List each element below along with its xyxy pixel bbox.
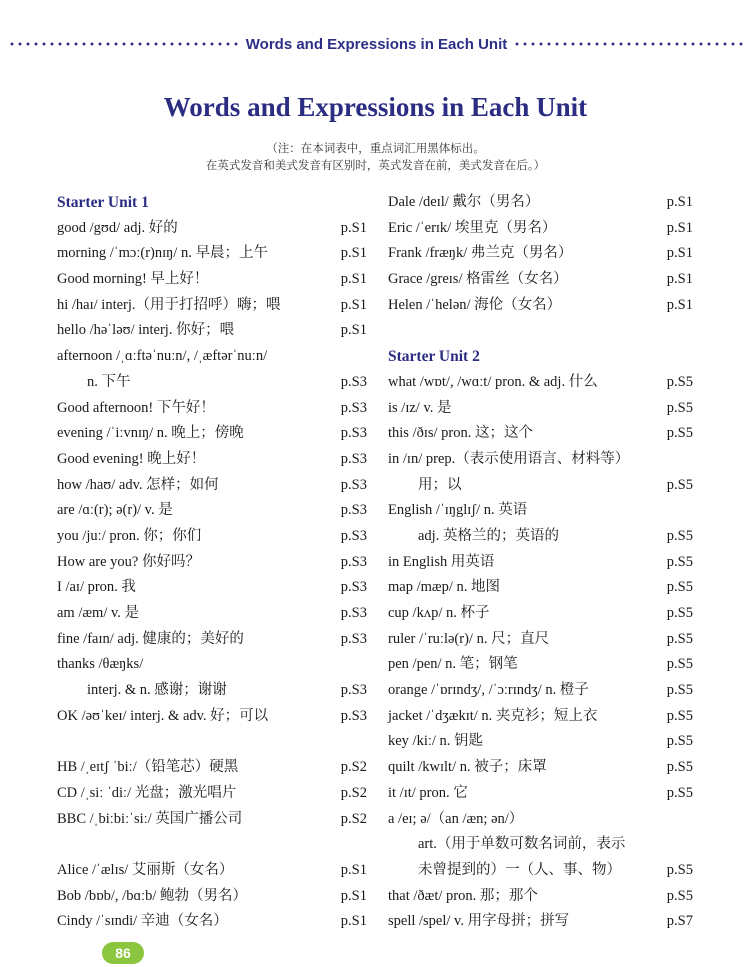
vocab-entry [57, 293, 367, 319]
vocab-entry [57, 755, 367, 781]
entry-text: evening /ˈiːvnɪŋ/ n. 晚上；傍晚 [57, 425, 244, 442]
left-column [57, 190, 367, 935]
entry-text: How are you? 你好吗？ [57, 553, 200, 570]
page-reference: p.S5 [666, 861, 693, 878]
vocab-entry [57, 473, 367, 499]
vocab-entry [57, 858, 367, 884]
entry-text: pen /pen/ n. 笔；钢笔 [388, 656, 518, 673]
vocab-entry [57, 627, 367, 653]
page-reference: p.S3 [340, 450, 367, 467]
page-reference: p.S1 [666, 245, 693, 262]
vocab-entry [388, 498, 693, 524]
entry-text: I /aɪ/ pron. 我 [57, 579, 136, 596]
entry-text: what /wɒt/, /wɑːt/ pron. & adj. 什么 [388, 373, 598, 390]
vocab-entry [388, 421, 693, 447]
vocab-entry [388, 575, 693, 601]
vocab-entry [57, 909, 367, 935]
note-line-2: 在英式发音和美式发音有区别时，英式发音在前，美式发音在后。） [205, 160, 546, 172]
page-reference: p.S1 [340, 887, 367, 904]
entry-text: key /kiː/ n. 钥匙 [388, 733, 484, 750]
page-reference: p.S1 [340, 245, 367, 262]
vocab-entry [57, 318, 367, 344]
vocab-entry [388, 755, 693, 781]
page-reference: p.S1 [340, 296, 367, 313]
entry-text: Good afternoon! 下午好！ [57, 399, 215, 416]
page-reference: p.S3 [340, 399, 367, 416]
page-reference: p.S5 [666, 373, 693, 390]
page-reference: p.S5 [666, 707, 693, 724]
entry-text: cup /kʌp/ n. 杯子 [388, 605, 490, 621]
entry-text: adj. 英格兰的；英语的 [418, 527, 559, 544]
vocab-entry [388, 729, 693, 755]
page-reference: p.S7 [666, 913, 693, 930]
vocab-entry [388, 601, 693, 627]
page-reference: p.S1 [340, 913, 367, 930]
entry-text: orange /ˈɒrɪndʒ/, /ˈɔːrɪndʒ/ n. 橙子 [388, 682, 589, 699]
entry-text: how /haʊ/ adv. 怎样；如何 [57, 476, 219, 493]
vocab-entry [388, 781, 693, 807]
entry-text: a /eɪ; ə/（an /æn; ən/） [388, 810, 524, 827]
page-reference: p.S5 [666, 476, 693, 493]
vocab-entry [388, 370, 693, 396]
entry-text: English /ˈɪŋglɪʃ/ n. 英语 [388, 502, 528, 519]
entry-text: Grace /greɪs/ 格雷丝（女名） [388, 271, 568, 288]
vocab-entry [388, 293, 693, 319]
page-reference: p.S5 [666, 733, 693, 750]
running-header [0, 30, 751, 58]
vocab-entry [388, 884, 693, 910]
page-reference: p.S2 [340, 810, 367, 827]
vocab-entry [57, 498, 367, 524]
entry-text: is /ɪz/ v. 是 [388, 399, 452, 416]
dotted-rule-left [8, 42, 240, 46]
page-reference: p.S5 [666, 527, 693, 544]
page-reference: p.S3 [340, 502, 367, 519]
dotted-rule-right [513, 42, 745, 46]
page-reference: p.S2 [340, 759, 367, 776]
vocab-entry [388, 447, 693, 473]
entry-text: ruler /ˈruːlə(r)/ n. 尺；直尺 [388, 630, 550, 647]
page-reference: p.S3 [340, 605, 367, 621]
spacer [57, 729, 367, 755]
page-reference: p.S5 [666, 630, 693, 647]
vocab-entry [57, 396, 367, 422]
section-title: Starter Unit 2 [388, 348, 480, 366]
entry-text: Good morning! 早上好！ [57, 271, 209, 288]
page-reference: p.S3 [340, 373, 367, 390]
page-reference: p.S3 [340, 476, 367, 493]
vocab-entry [57, 447, 367, 473]
entry-text: hello /həˈləʊ/ interj. 你好；喂 [57, 322, 235, 339]
page-number-badge: 86 [102, 942, 144, 964]
entry-text: this /ðɪs/ pron. 这；这个 [388, 425, 534, 442]
page-reference: p.S5 [666, 656, 693, 673]
vocab-entry [388, 396, 693, 422]
entry-text: fine /faɪn/ adj. 健康的；美好的 [57, 630, 244, 647]
vocab-entry [388, 524, 693, 550]
page-reference: p.S1 [666, 296, 693, 313]
entry-text: BBC /ˌbiːbiːˈsiː/ 英国广播公司 [57, 810, 243, 827]
vocab-entry [388, 550, 693, 576]
entry-text: that /ðæt/ pron. 那；那个 [388, 887, 538, 904]
entry-text: Eric /ˈerɪk/ 埃里克（男名） [388, 219, 557, 236]
page-reference: p.S5 [666, 399, 693, 416]
page-reference: p.S1 [340, 271, 367, 288]
vocab-entry [57, 550, 367, 576]
vocab-entry [388, 241, 693, 267]
vocab-entry [388, 858, 693, 884]
entry-text: Bob /bɒb/, /bɑːb/ 鲍勃（男名） [57, 887, 247, 904]
page-reference: p.S1 [666, 271, 693, 288]
vocab-entry [388, 267, 693, 293]
entry-text: in English 用英语 [388, 553, 495, 570]
vocab-entry [57, 216, 367, 242]
vocab-entry [57, 704, 367, 730]
vocab-entry [388, 832, 693, 858]
page-reference: p.S1 [666, 219, 693, 236]
entry-text: you /juː/ pron. 你；你们 [57, 527, 202, 544]
entry-text: art.（用于单数可数名词前，表示 [418, 836, 626, 853]
vocab-entry [57, 370, 367, 396]
note-line-1: （注：在本词表中，重点词汇用黑体标出。 [266, 143, 485, 155]
vocab-entry [57, 241, 367, 267]
entry-text: 用；以 [418, 476, 462, 493]
spacer [388, 318, 693, 344]
vocab-entry [57, 678, 367, 704]
entry-text: Cindy /ˈsɪndi/ 辛迪（女名） [57, 913, 228, 930]
entry-text: it /ɪt/ pron. 它 [388, 784, 468, 801]
entry-text: good /gʊd/ adj. 好的 [57, 219, 178, 236]
vocab-entry [57, 524, 367, 550]
vocab-entry [57, 421, 367, 447]
page-reference: p.S1 [666, 194, 693, 210]
page-reference: p.S5 [666, 784, 693, 801]
right-column [388, 190, 693, 935]
page-reference: p.S3 [340, 579, 367, 596]
page-reference: p.S5 [666, 579, 693, 596]
section-title: Starter Unit 1 [57, 194, 149, 211]
entry-text: Good evening! 晚上好！ [57, 450, 206, 467]
vocab-entry [388, 704, 693, 730]
vocab-entry [388, 807, 693, 833]
vocab-entry [57, 344, 367, 370]
vocab-entry [388, 473, 693, 499]
page-reference: p.S1 [340, 219, 367, 236]
entry-text: afternoon /ˌɑːftəˈnuːn/, /ˌæftərˈnuːn/ [57, 348, 268, 365]
section-heading [388, 344, 693, 370]
entry-text: morning /ˈmɔː(r)nɪŋ/ n. 早晨；上午 [57, 245, 268, 262]
vocab-entry [388, 190, 693, 216]
entry-text: spell /spel/ v. 用字母拼；拼写 [388, 913, 570, 930]
entry-text: am /æm/ v. 是 [57, 605, 140, 621]
page-reference: p.S5 [666, 682, 693, 699]
page-reference: p.S1 [340, 861, 367, 878]
page-reference: p.S5 [666, 425, 693, 442]
entry-text: are /ɑː(r); ə(r)/ v. 是 [57, 502, 173, 519]
vocab-entry [57, 601, 367, 627]
entry-text: n. 下午 [87, 373, 131, 390]
entry-text: interj. & n. 感谢；谢谢 [87, 682, 227, 699]
page-reference: p.S3 [340, 553, 367, 570]
entry-text: 未曾提到的）一（人、事、物） [418, 861, 621, 878]
page-reference: p.S3 [340, 527, 367, 544]
section-heading [57, 190, 367, 216]
entry-text: jacket /ˈdʒækɪt/ n. 夹克衫；短上衣 [388, 707, 598, 724]
entry-text: quilt /kwɪlt/ n. 被子；床罩 [388, 759, 547, 776]
entry-text: CD /ˌsiː ˈdiː/ 光盘；激光唱片 [57, 784, 237, 801]
running-header-title: Words and Expressions in Each Unit [245, 35, 508, 53]
entry-text: thanks /θæŋks/ [57, 656, 144, 673]
page-reference: p.S5 [666, 887, 693, 904]
vocab-entry [57, 267, 367, 293]
entry-text: Frank /fræŋk/ 弗兰克（男名） [388, 245, 573, 262]
page-reference: p.S5 [666, 759, 693, 776]
page-reference: p.S2 [340, 784, 367, 801]
page-reference: p.S3 [340, 630, 367, 647]
page-reference: p.S3 [340, 425, 367, 442]
entry-text: Dale /deɪl/ 戴尔（男名） [388, 194, 540, 210]
vocab-entry [57, 652, 367, 678]
entry-text: in /ɪn/ prep.（表示使用语言、材料等） [388, 450, 630, 467]
entry-text: Alice /ˈælɪs/ 艾丽斯（女名） [57, 861, 234, 878]
vocab-entry [388, 678, 693, 704]
page-title: Words and Expressions in Each Unit [163, 92, 588, 122]
entry-text: map /mæp/ n. 地图 [388, 579, 500, 596]
vocab-entry [57, 884, 367, 910]
vocab-entry [388, 216, 693, 242]
page-reference: p.S5 [666, 605, 693, 621]
entry-text: Helen /ˈhelən/ 海伦（女名） [388, 296, 562, 313]
entry-text: HB /ˌeɪtʃ ˈbiː/（铅笔芯）硬黑 [57, 759, 239, 776]
vocab-entry [57, 575, 367, 601]
vocab-entry [57, 781, 367, 807]
vocab-entry [388, 627, 693, 653]
page-reference: p.S3 [340, 707, 367, 724]
vocab-entry [388, 652, 693, 678]
page-reference: p.S5 [666, 553, 693, 570]
spacer [57, 832, 367, 858]
vocab-entry [57, 807, 367, 833]
entry-text: hi /haɪ/ interj.（用于打招呼）嗨；喂 [57, 296, 281, 313]
entry-text: OK /əʊˈkeɪ/ interj. & adv. 好；可以 [57, 707, 269, 724]
page-reference: p.S1 [340, 322, 367, 339]
page-reference: p.S3 [340, 682, 367, 699]
vocab-entry [388, 909, 693, 935]
